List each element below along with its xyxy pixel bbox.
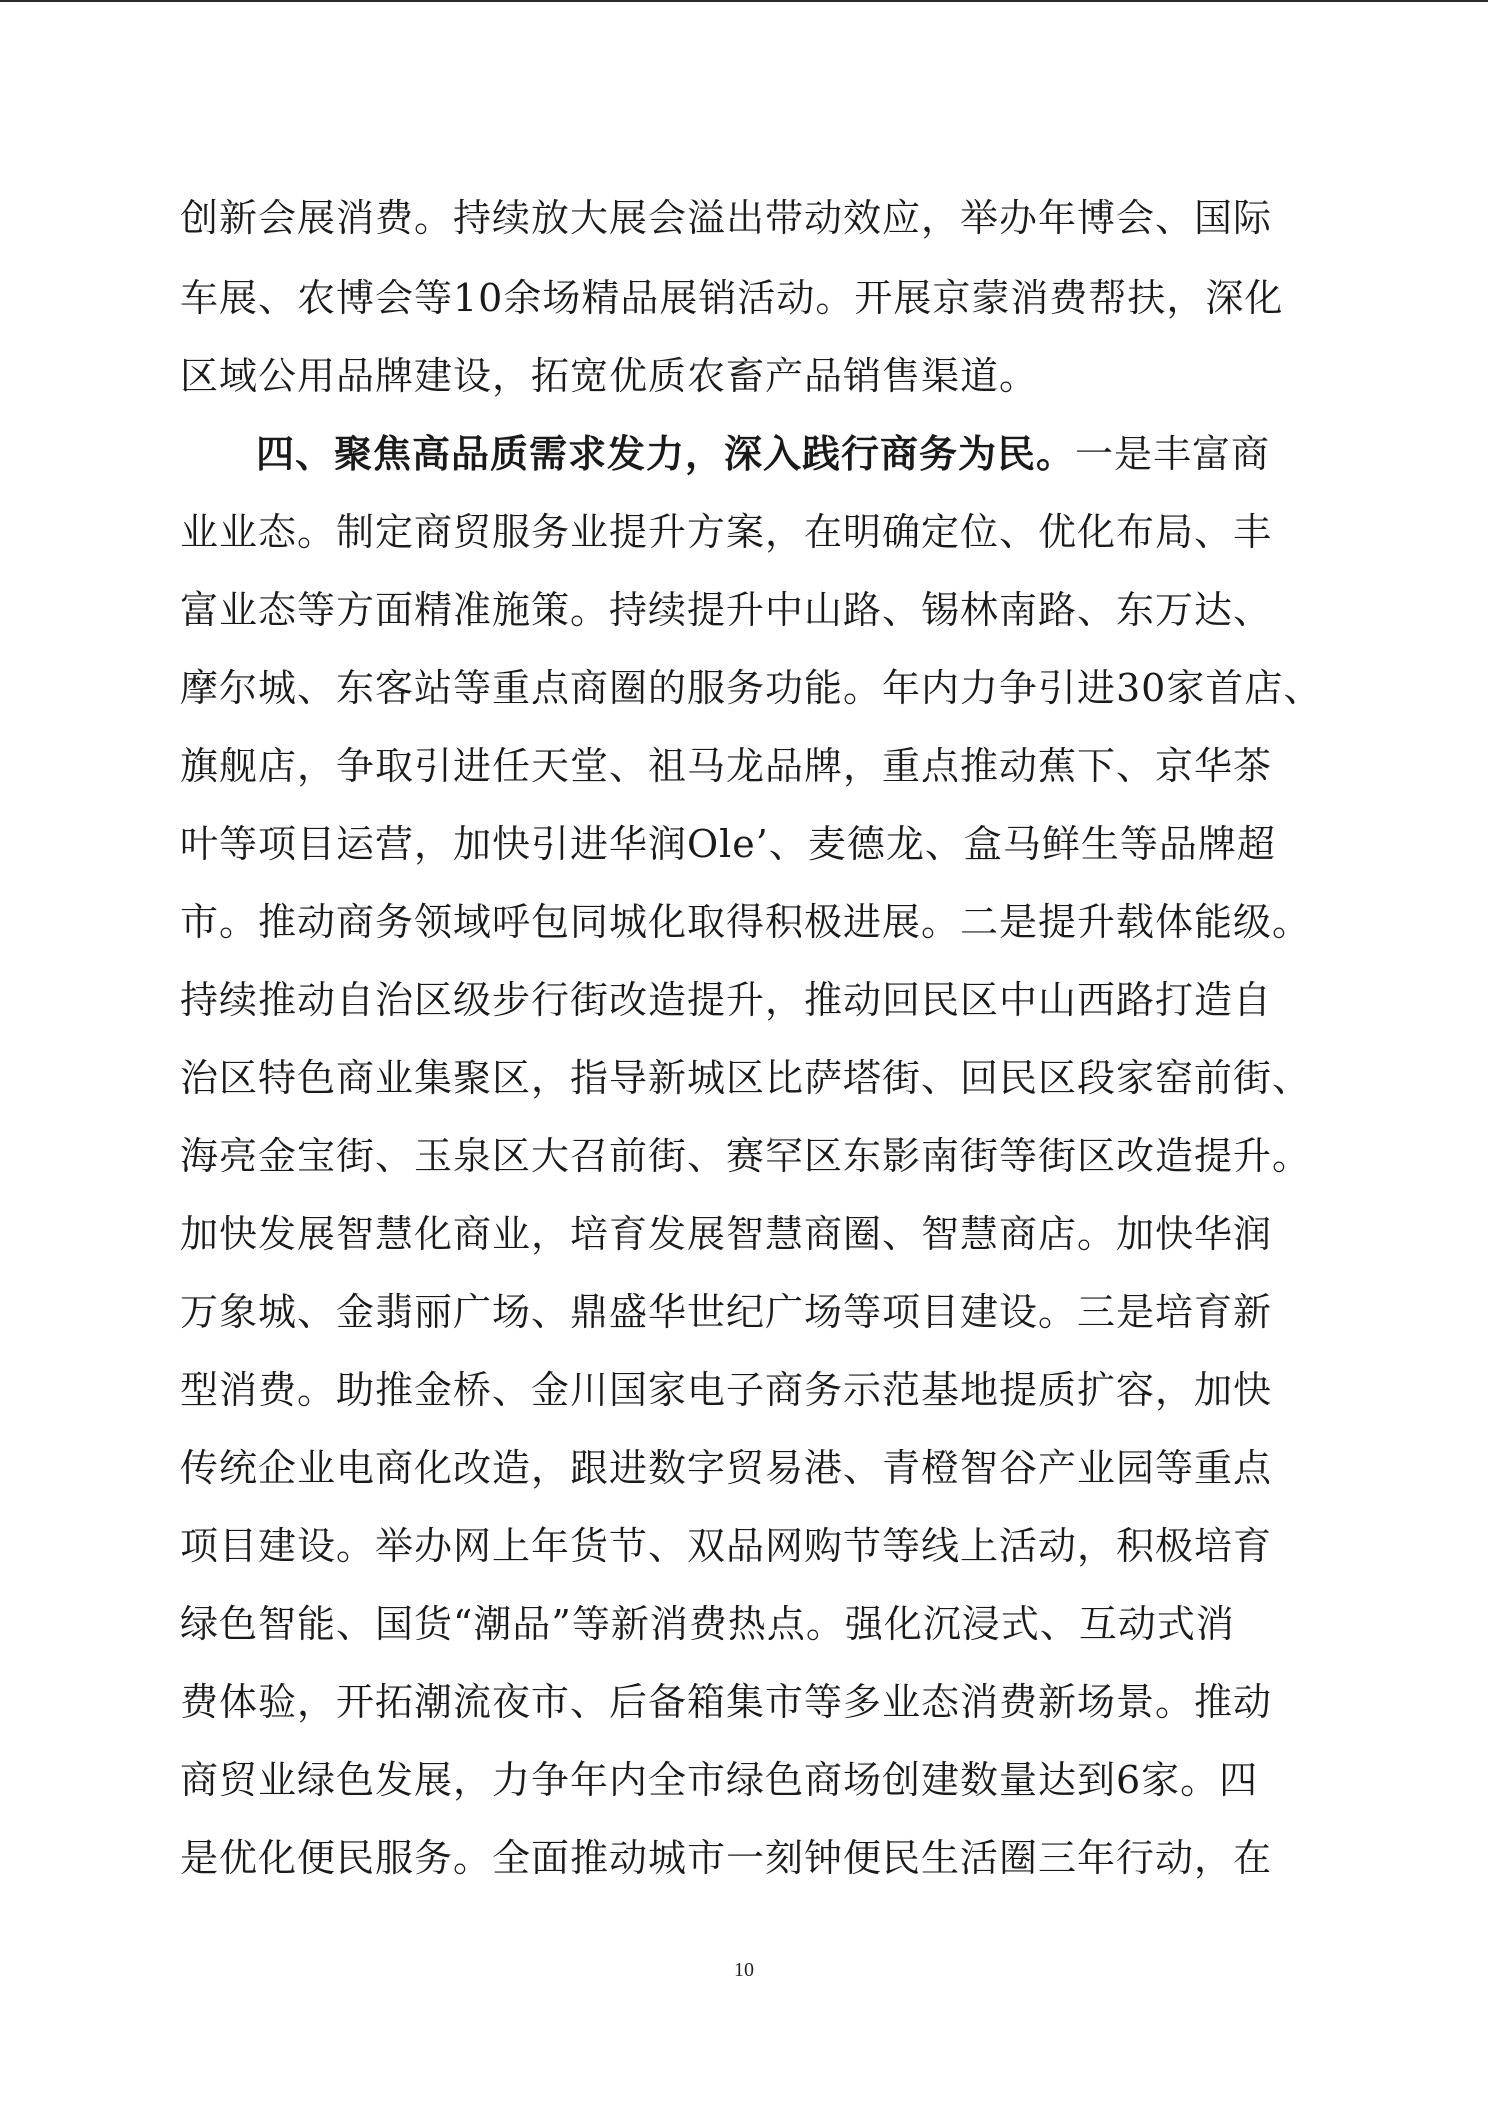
body-text-line: 区域公用品牌建设，拓宽优质农畜产品销售渠道。 — [180, 354, 1039, 398]
body-text-line: 治区特色商业集聚区，指导新城区比萨塔街、回民区段家窑前街、 — [180, 1056, 1312, 1100]
body-text-line: 传统企业电商化改造，跟进数字贸易港、青橙智谷产业园等重点 — [180, 1446, 1273, 1490]
body-text-line: 富业态等方面精准施策。持续提升中山路、锡林南路、东万达、 — [180, 588, 1273, 632]
body-text-line: 费体验，开拓潮流夜市、后备箱集市等多业态消费新场景。推动 — [180, 1680, 1273, 1724]
body-text-line: 业业态。制定商贸服务业提升方案，在明确定位、优化布局、丰 — [180, 510, 1273, 554]
body-text-line: 持续推动自治区级步行街改造提升，推动回民区中山西路打造自 — [180, 978, 1273, 1022]
body-text-line: 商贸业绿色发展，力争年内全市绿色商场创建数量达到6家。四 — [180, 1758, 1259, 1802]
body-text-line: 旗舰店，争取引进任天堂、祖马龙品牌，重点推动蕉下、京华茶 — [180, 744, 1273, 788]
body-text-line: 市。推动商务领域呼包同城化取得积极进展。二是提升载体能级。 — [180, 900, 1312, 944]
body-text-line: 海亮金宝街、玉泉区大召前街、赛罕区东影南街等街区改造提升。 — [180, 1134, 1312, 1178]
section-heading-continuation: 一是丰富商 — [1075, 432, 1271, 476]
body-text-line: 车展、农博会等10余场精品展销活动。开展京蒙消费帮扶，深化 — [180, 276, 1284, 320]
section-heading: 四、聚焦高品质需求发力，深入践行商务为民。 — [256, 431, 1076, 476]
body-text-line: 型消费。助推金桥、金川国家电子商务示范基地提质扩容，加快 — [180, 1368, 1273, 1412]
section-heading-line — [256, 424, 1388, 484]
body-text-line: 绿色智能、国货“潮品”等新消费热点。强化沉浸式、互动式消 — [180, 1602, 1235, 1646]
body-text-line: 加快发展智慧化商业，培育发展智慧商圈、智慧商店。加快华润 — [180, 1212, 1273, 1256]
body-text-line: 创新会展消费。持续放大展会溢出带动效应，举办年博会、国际 — [180, 196, 1273, 240]
body-text-line: 万象城、金翡丽广场、鼎盛华世纪广场等项目建设。三是培育新 — [180, 1290, 1273, 1334]
body-text-line: 叶等项目运营，加快引进华润Ole’、麦德龙、盒马鲜生等品牌超 — [180, 822, 1276, 866]
body-text-line: 是优化便民服务。全面推动城市一刻钟便民生活圈三年行动，在 — [180, 1836, 1273, 1880]
page-number: 10 — [734, 1959, 754, 1981]
body-text-line: 项目建设。举办网上年货节、双品网购节等线上活动，积极培育 — [180, 1524, 1273, 1568]
body-text-line: 摩尔城、东客站等重点商圈的服务功能。年内力争引进30家首店、 — [180, 666, 1323, 710]
